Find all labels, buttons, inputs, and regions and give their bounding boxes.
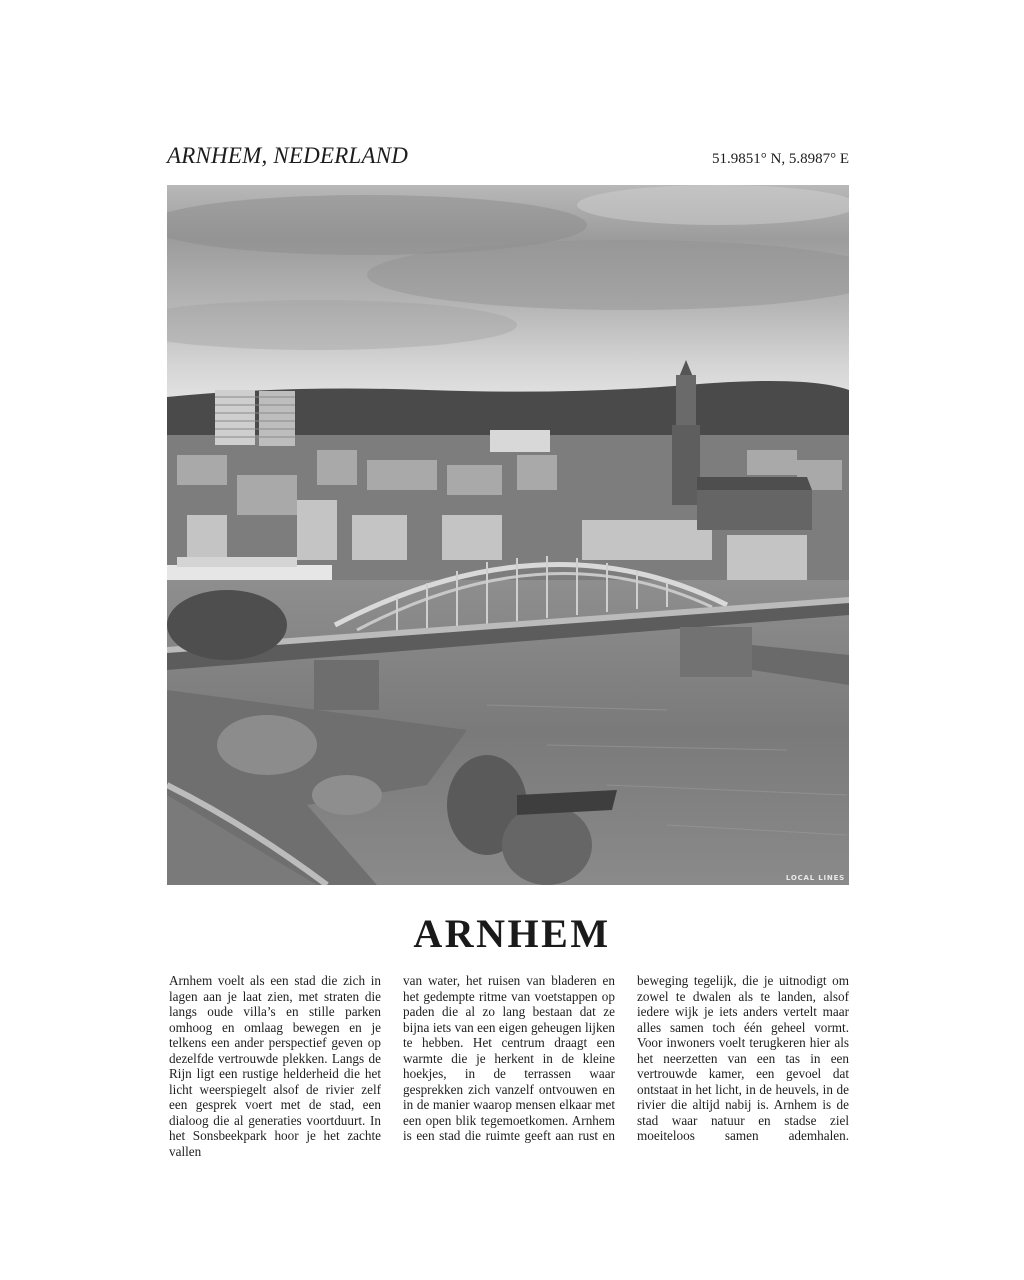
- arnhem-skyline-illustration: [167, 185, 849, 885]
- watermark: LOCAL LINES: [785, 874, 845, 882]
- city-title: ARNHEM: [413, 911, 611, 956]
- location-label: ARNHEM, NEDERLAND: [167, 143, 409, 168]
- coordinates-label: 51.9851° N, 5.8987° E: [712, 151, 849, 167]
- poster-header: [167, 143, 849, 177]
- body-column-2: van water, het ruisen van bladeren en het gedempte ritme van voetstappen op paden die al zo lang bestaan dat ze bijna iets van een eigen geheugen lijken te hebben. Het centrum draagt een warmte die je herkent in de kleine hoekjes, in de terrassen waar gesprekken zich vanzelf ontvouwen en in de manier waarop mensen elkaar met een open blik tegemoetkomen. Arnhem is een stad die ruimte geeft aan rust en: [403, 973, 615, 1143]
- body-text: [169, 973, 849, 1159]
- city-photo: [167, 185, 849, 885]
- body-column-3: beweging tegelijk, die je uitnodigt om zowel te dwalen als te landen, alsof iedere wijk je iets anders vertelt maar alles samen toch één geheel vormt. Voor inwoners voelt terugkeren hier als het neerzetten van een tas in een vertrouwde kamer, een gevoel dat ontstaat in het licht, in de heuvels, in de rivier die altijd nabij is. Arnhem is de stad waar natuur en stadse ziel moeiteloos samen ademhalen.: [637, 973, 849, 1143]
- body-column-1: Arnhem voelt als een stad die zich in lagen aan je laat zien, met straten die langs oude villa’s en stille parken omhoog en omlaag bewegen en je telkens een ander perspectief geven op dezelfde vertrouwde plekken. Langs de Rijn ligt een rustige helderheid die het licht weerspiegelt alsof de rivier zelf een gesprek voert met de stad, een dialoog die al generaties voortduurt. In het Sonsbeekpark hoor je het zachte vallen: [169, 973, 381, 1159]
